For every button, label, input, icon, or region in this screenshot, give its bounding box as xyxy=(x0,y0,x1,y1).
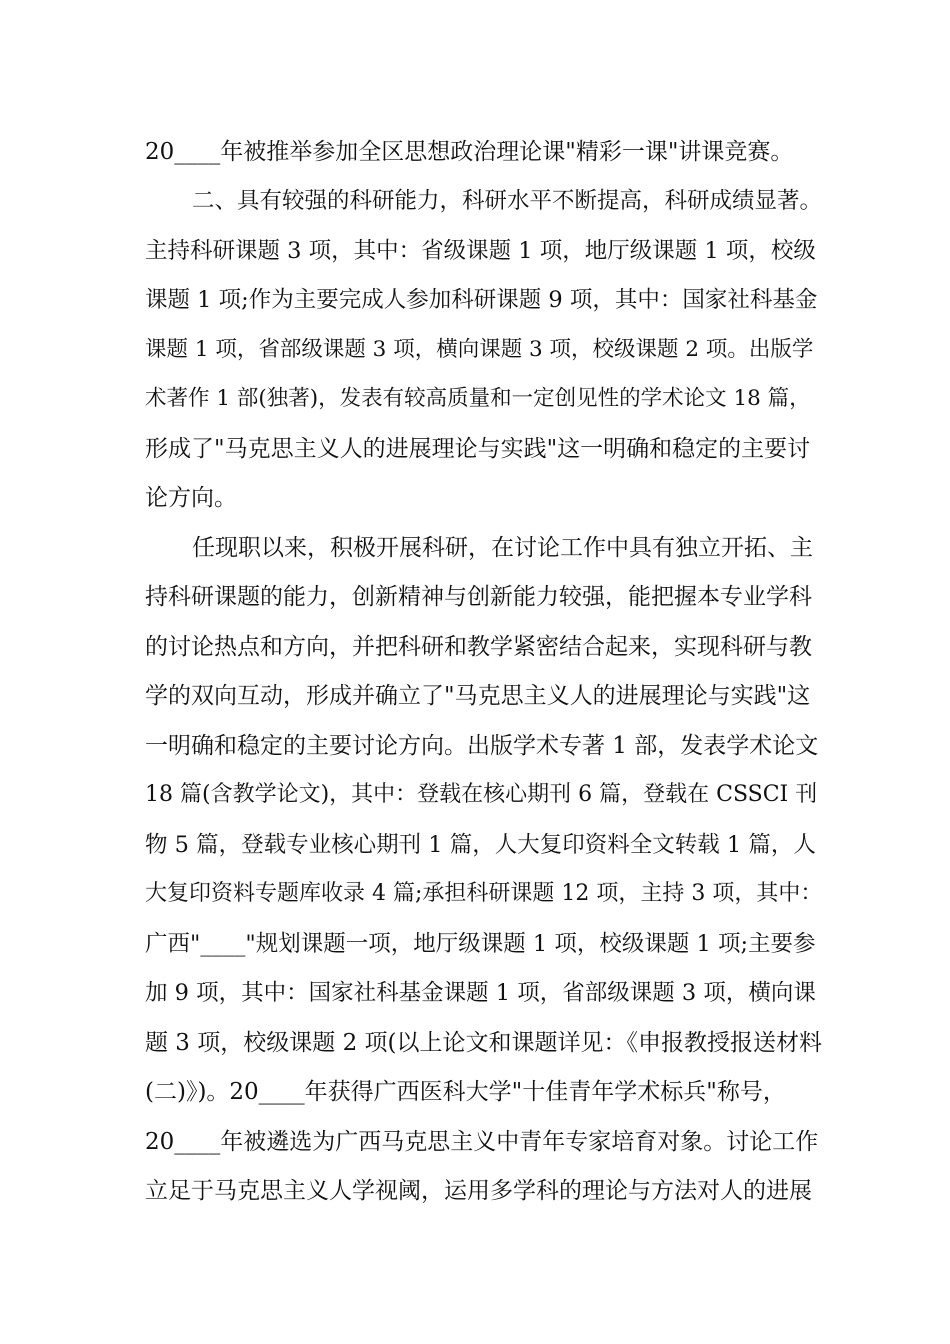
text-line-1: 20____年被推举参加全区思想政治理论课"精彩一课"讲课竞赛。 xyxy=(145,139,794,165)
text-line-14: 18 篇(含教学论文)，其中：登载在核心期刊 6 篇，登载在 CSSCI 刊 xyxy=(145,782,818,807)
text-line-20: (二)》)。20____年获得广西医科大学"十佳青年学术标兵"称号， xyxy=(145,1079,786,1105)
text-line-12: 学的双向互动，形成并确立了"马克思主义人的进展理论与实践"这 xyxy=(145,683,811,709)
text-line-6: 术著作 1 部(独著)，发表有较高质量和一定创见性的学术论文 18 篇， xyxy=(145,386,811,411)
text-line-4: 课题 1 项;作为主要完成人参加科研课题 9 项，其中：国家社科基金 xyxy=(145,287,818,313)
text-line-5: 课题 1 项，省部级课题 3 项，横向课题 3 项，校级课题 2 项。出版学 xyxy=(145,337,814,362)
text-line-15: 物 5 篇，登载专业核心期刊 1 篇，人大复印资料全文转载 1 篇，人 xyxy=(145,832,816,858)
text-line-9: 任现职以来，积极开展科研，在讨论工作中具有独立开拓、主 xyxy=(192,535,813,561)
text-line-17: 广西"____"规划课题一项，地厅级课题 1 项，校级课题 1 项;主要参 xyxy=(145,931,816,957)
text-line-21: 20____年被遴选为广西马克思主义中青年专家培育对象。讨论工作 xyxy=(145,1129,819,1155)
text-line-10: 持科研课题的能力，创新精神与创新能力较强，能把握本专业学科 xyxy=(145,584,812,610)
text-line-8: 论方向。 xyxy=(145,485,237,511)
text-line-2: 二、具有较强的科研能力，科研水平不断提高，科研成绩显著。 xyxy=(192,188,823,214)
text-line-18: 加 9 项，其中：国家社科基金课题 1 项，省部级课题 3 项，横向课 xyxy=(145,980,816,1006)
text-line-19: 题 3 项，校级课题 2 项(以上论文和课题详见：《申报教授报送材料 xyxy=(145,1030,822,1056)
text-line-11: 的讨论热点和方向，并把科研和教学紧密结合起来，实现科研与教 xyxy=(145,634,812,660)
text-line-22: 立足于马克思主义人学视阈，运用多学科的理论与方法对人的进展 xyxy=(145,1178,812,1204)
text-line-7: 形成了"马克思主义人的进展理论与实践"这一明确和稳定的主要讨 xyxy=(145,436,811,462)
text-line-16: 大复印资料专题库收录 4 篇;承担科研课题 12 项，主持 3 项，其中： xyxy=(145,881,823,906)
text-line-13: 一明确和稳定的主要讨论方向。出版学术专著 1 部，发表学术论文 xyxy=(145,733,819,759)
text-line-3: 主持科研课题 3 项，其中：省级课题 1 项，地厅级课题 1 项，校级 xyxy=(145,238,816,264)
